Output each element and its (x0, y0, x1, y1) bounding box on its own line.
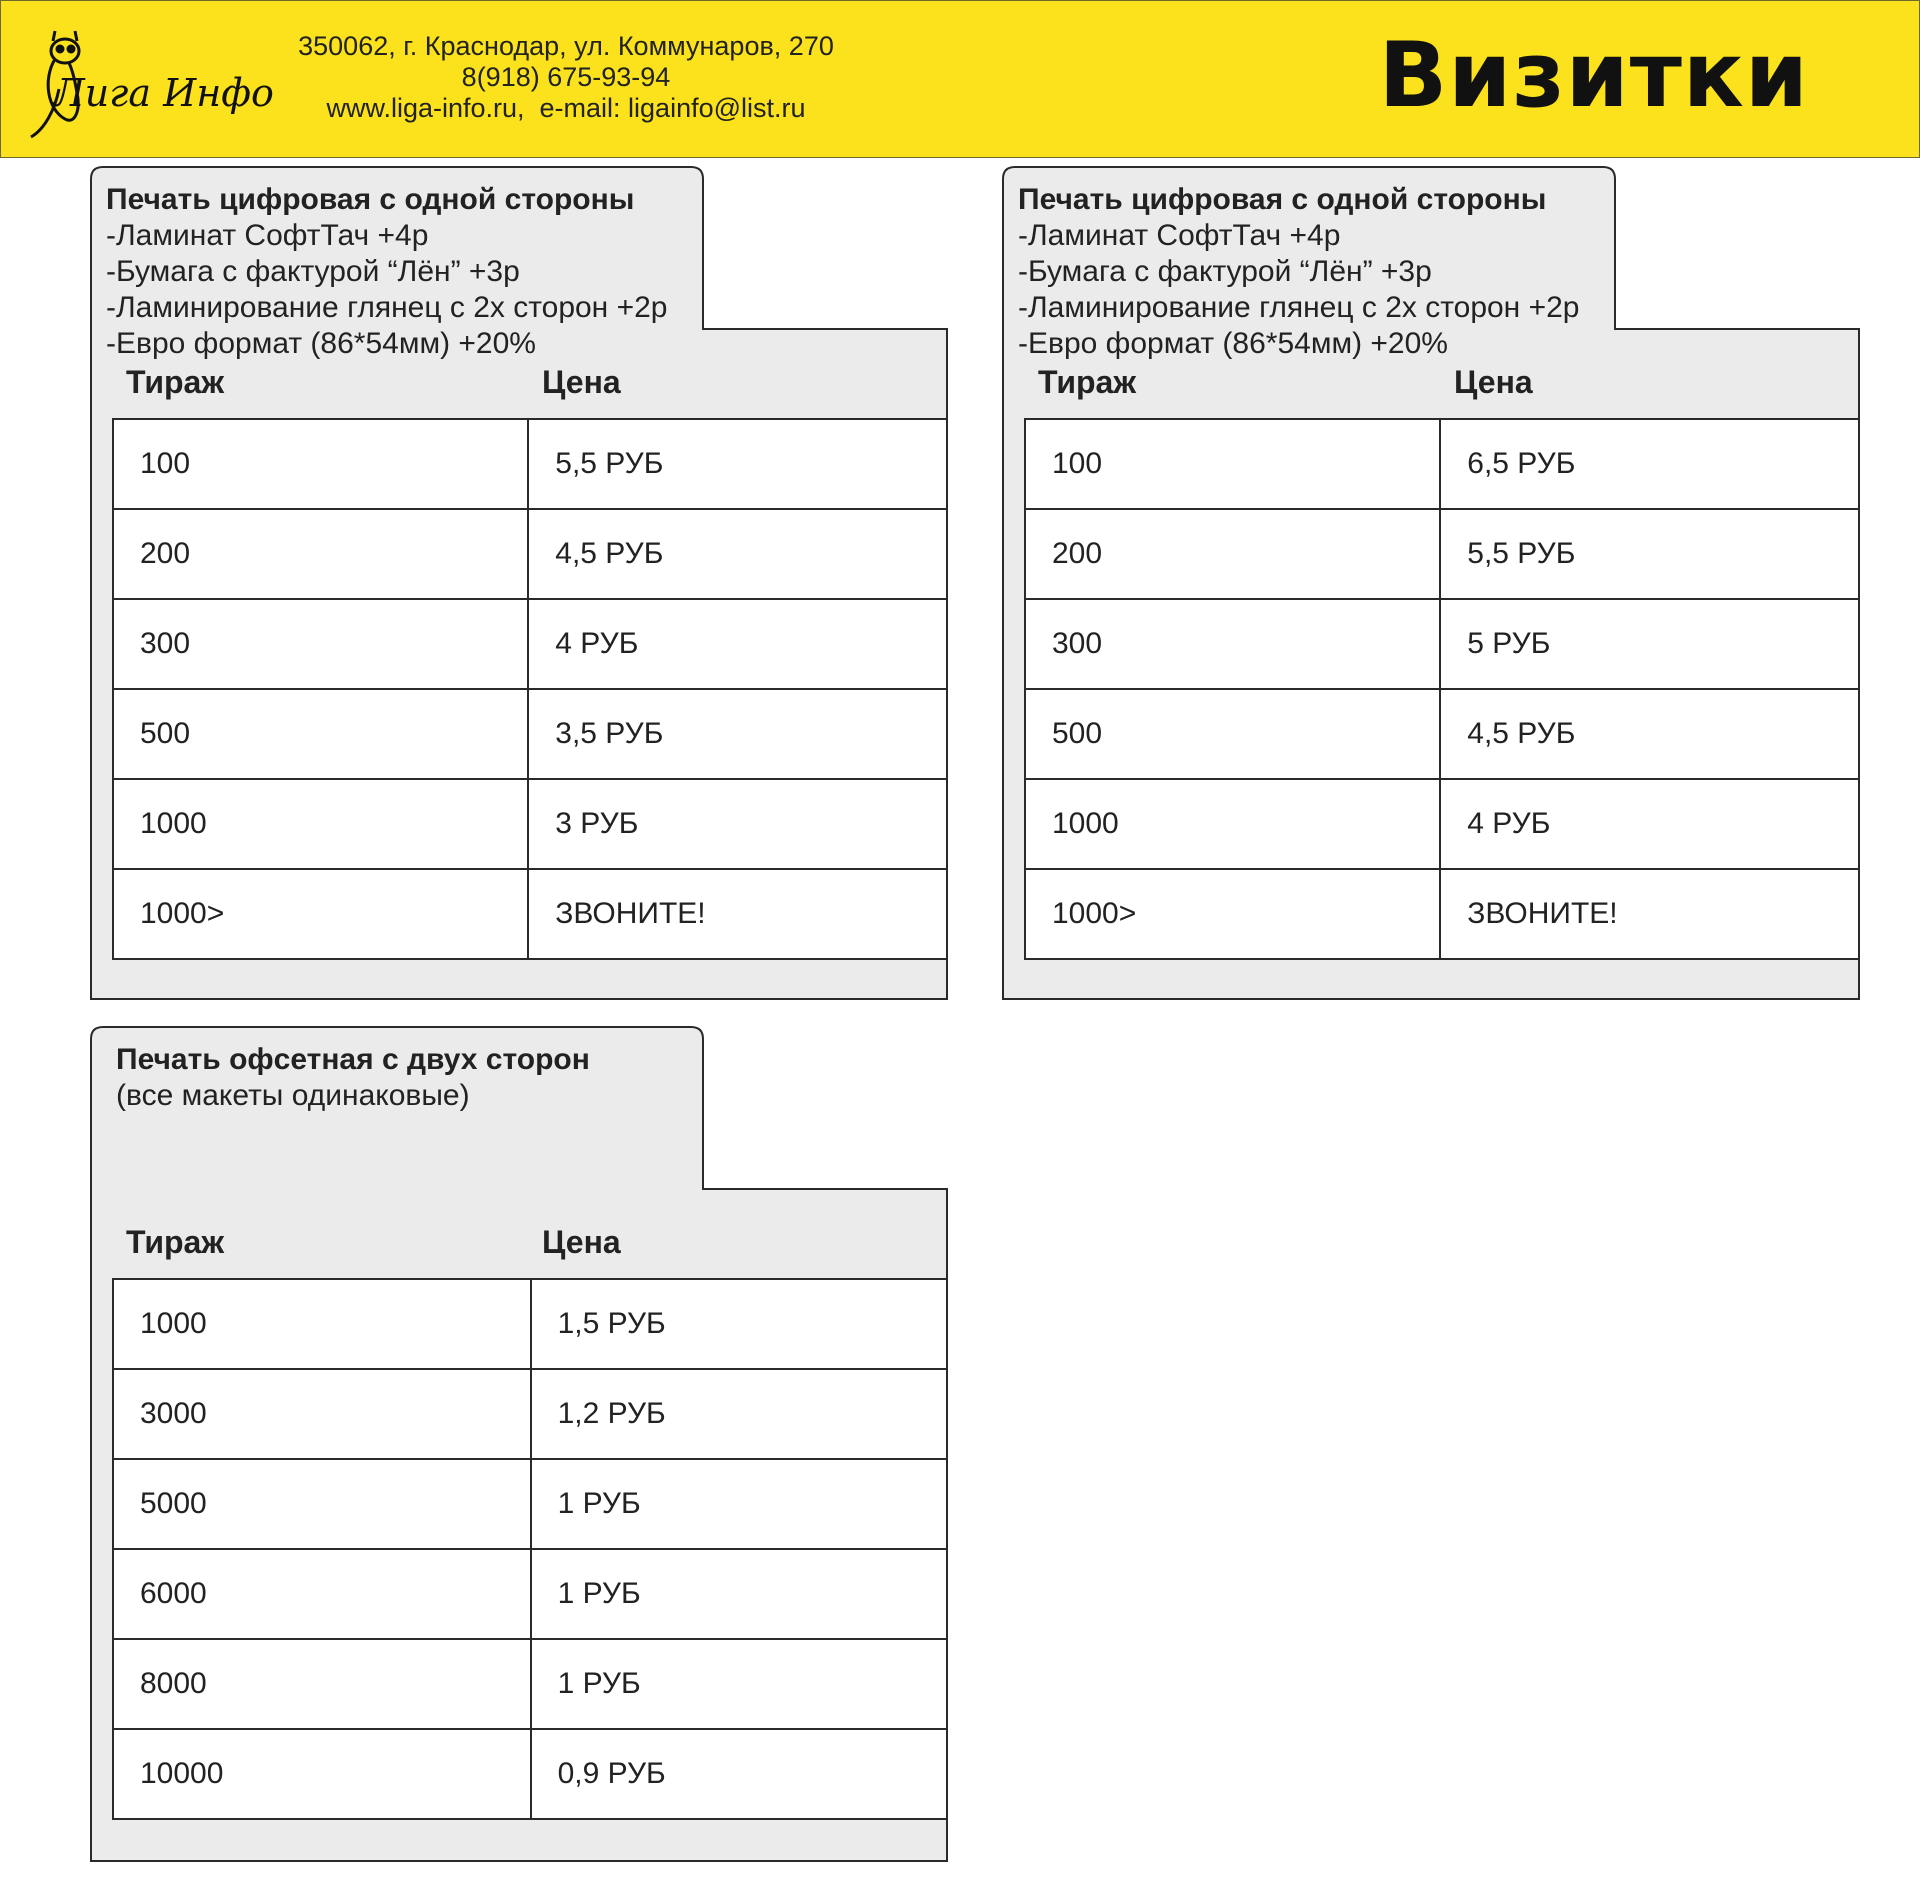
price-cell: 3 РУБ (528, 779, 947, 869)
qty-cell: 300 (1025, 599, 1440, 689)
price-cell: 1 РУБ (531, 1639, 947, 1729)
qty-cell: 100 (1025, 419, 1440, 509)
qty-cell: 500 (1025, 689, 1440, 779)
column-header-price: Цена (542, 364, 621, 400)
price-cell: 4,5 РУБ (528, 509, 947, 599)
table-row (113, 509, 947, 599)
table-row (113, 1639, 947, 1729)
price-cell: 1,2 РУБ (531, 1369, 947, 1459)
qty-cell: 300 (113, 599, 528, 689)
option-line: (все макеты одинаковые) (116, 1079, 470, 1112)
option-line: -Ламинирование глянец с 2х сторон +2р (106, 291, 668, 324)
phone-text: 8(918) 675-93-94 (461, 62, 671, 92)
column-header-price: Цена (1454, 364, 1533, 400)
table-row (113, 1549, 947, 1639)
option-line: -Евро формат (86*54мм) +20% (1018, 327, 1448, 360)
option-line: -Евро формат (86*54мм) +20% (106, 327, 536, 360)
qty-cell: 1000> (113, 869, 528, 959)
column-header-qty: Тираж (1038, 364, 1137, 400)
qty-cell: 1000> (1025, 869, 1440, 959)
table-row (113, 1369, 947, 1459)
price-cell: 1 РУБ (531, 1459, 947, 1549)
column-header-price: Цена (542, 1224, 621, 1260)
price-table (112, 1278, 948, 1820)
qty-cell: 10000 (113, 1729, 531, 1819)
price-panel-digital-2 (1002, 166, 1860, 1000)
table-row (113, 779, 947, 869)
column-header-qty: Тираж (126, 1224, 225, 1260)
logo-wordmark: Лига Инфо (53, 71, 274, 115)
price-cell: 5,5 РУБ (1440, 509, 1859, 599)
web-email-text: www.liga-info.ru, e-mail: ligainfo@list.ru (326, 93, 806, 123)
panel-header (106, 182, 667, 362)
price-cell: ЗВОНИТЕ! (528, 869, 947, 959)
qty-cell: 200 (113, 509, 528, 599)
option-line: -Ламинирование глянец с 2х сторон +2р (1018, 291, 1580, 324)
qty-cell: 3000 (113, 1369, 531, 1459)
table-row (113, 1459, 947, 1549)
page-title: Визитки (1378, 23, 1809, 128)
qty-cell: 8000 (113, 1639, 531, 1729)
panel-title: Печать цифровая с одной стороны (106, 183, 635, 216)
price-cell: 4 РУБ (528, 599, 947, 689)
price-cell: 1 РУБ (531, 1549, 947, 1639)
column-header-qty: Тираж (126, 364, 225, 400)
price-cell: 0,9 РУБ (531, 1729, 947, 1819)
contact-block (271, 31, 861, 124)
table-row (113, 1729, 947, 1819)
table-row (113, 1279, 947, 1369)
price-table (1024, 418, 1860, 960)
qty-cell: 500 (113, 689, 528, 779)
table-row (113, 689, 947, 779)
option-line: -Ламинат СофтТач +4р (106, 219, 429, 252)
price-cell: 6,5 РУБ (1440, 419, 1859, 509)
price-cell: 3,5 РУБ (528, 689, 947, 779)
qty-cell: 1000 (113, 1279, 531, 1369)
price-cell: ЗВОНИТЕ! (1440, 869, 1859, 959)
qty-cell: 6000 (113, 1549, 531, 1639)
option-line: -Бумага с фактурой “Лён” +3р (1018, 255, 1432, 288)
price-cell: 4,5 РУБ (1440, 689, 1859, 779)
price-panel-offset (90, 1026, 948, 1862)
price-cell: 5 РУБ (1440, 599, 1859, 689)
table-row (1025, 869, 1859, 959)
panel-title: Печать офсетная с двух сторон (116, 1043, 590, 1076)
table-row (113, 869, 947, 959)
panel-header (116, 1042, 590, 1114)
price-cell: 5,5 РУБ (528, 419, 947, 509)
qty-cell: 200 (1025, 509, 1440, 599)
price-panel-digital-1 (90, 166, 948, 1000)
panel-title: Печать цифровая с одной стороны (1018, 183, 1547, 216)
table-row (113, 419, 947, 509)
option-line: -Бумага с фактурой “Лён” +3р (106, 255, 520, 288)
table-row (1025, 509, 1859, 599)
price-cell: 1,5 РУБ (531, 1279, 947, 1369)
qty-cell: 100 (113, 419, 528, 509)
qty-cell: 5000 (113, 1459, 531, 1549)
price-cell: 4 РУБ (1440, 779, 1859, 869)
qty-cell: 1000 (113, 779, 528, 869)
qty-cell: 1000 (1025, 779, 1440, 869)
price-table (112, 418, 948, 960)
table-row (1025, 419, 1859, 509)
panel-header (1018, 182, 1579, 362)
option-line: -Ламинат СофтТач +4р (1018, 219, 1341, 252)
table-row (1025, 599, 1859, 689)
table-row (1025, 779, 1859, 869)
address-text: 350062, г. Краснодар, ул. Коммунаров, 270 (298, 31, 834, 61)
table-row (113, 599, 947, 689)
table-row (1025, 689, 1859, 779)
header-banner (0, 0, 1920, 158)
